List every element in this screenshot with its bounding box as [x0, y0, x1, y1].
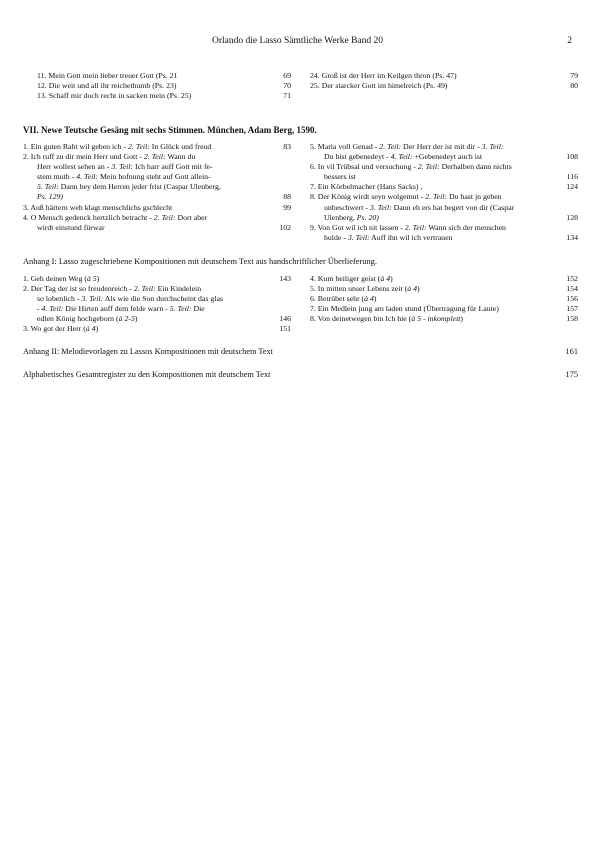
toc-line: Du bist gebenedeyt - 4. Teil: +Gebenedeyt auch ist: [324, 152, 483, 162]
toc-line: Ulenberg, Ps. 20): [324, 212, 379, 222]
toc-entry: [310, 294, 578, 304]
toc-entry-text: [310, 192, 554, 222]
toc-line: 6. In vil Trübsal und versuchung - 2. Teil: Derhalben dann nichts: [310, 162, 512, 172]
toc-entry: [310, 142, 578, 162]
annex-i-left-column: [23, 274, 291, 335]
toc-line: 5. Teil: Dann bey dem Herren jeder frist (Caspar Ulenberg,: [37, 182, 221, 192]
toc-entry: [23, 142, 291, 152]
toc-page-number: 146: [279, 314, 291, 324]
toc-line: 1. Ein guten Raht wil geben ich - 2. Teil: In Glück und freud: [23, 142, 212, 151]
toc-entry: [310, 223, 578, 243]
toc-line: 5. In mitten unser Lebens zeit (à 4): [310, 284, 420, 294]
toc-entry-text: [310, 304, 554, 314]
toc-line: 5. Maria voll Genad - 2. Teil: Der Herr der ist mit dir - 3. Teil:: [310, 142, 504, 151]
toc-entry: [310, 274, 578, 284]
toc-entry: 25. Der starcker Gott im himelreich (Ps. 49) 80: [310, 81, 578, 91]
toc-entry: [310, 192, 578, 222]
annex-i-right-column: [310, 274, 578, 335]
toc-line: Ps. 129): [37, 192, 63, 202]
toc-entry: [23, 213, 291, 233]
header-page-number: 2: [567, 36, 572, 46]
annex-i-block: [23, 274, 578, 335]
toc-line: 7. Ein Medlein jung am laden stund (Übertragung für Laute): [310, 304, 499, 314]
toc-line: edlen König hochgeborn (à 2-5): [37, 314, 138, 324]
register-page: 175: [565, 370, 578, 379]
section-vii-right-column: [310, 142, 578, 243]
toc-line: 9. Von Got wil ich nit lassen - 2. Teil: Wann sich der menschen: [310, 222, 506, 232]
toc-line: 3. Wo got der Herr (à 4): [23, 324, 99, 334]
toc-page-number: 151: [279, 324, 291, 334]
section-vii-block: [23, 142, 578, 243]
toc-page-number: 128: [566, 212, 578, 222]
toc-entry: [23, 324, 291, 334]
toc-entry: [310, 314, 578, 324]
top-right-column: [310, 71, 578, 101]
toc-page-number: 88: [283, 192, 291, 202]
toc-entry-text: [310, 294, 554, 304]
toc-entry-text: [23, 152, 267, 202]
toc-entry-text: [310, 223, 554, 243]
toc-entry-text: [23, 274, 267, 284]
toc-line: - 4. Teil: Die Hirten auff dem felde warn - 5. Teil: Die: [37, 304, 205, 314]
toc-line: 6. Betrübet sehr (à 4): [310, 294, 377, 304]
toc-entry-text: [310, 314, 554, 324]
toc-page-number: 83: [283, 142, 291, 151]
toc-entry-text: [23, 284, 267, 324]
toc-entry: [23, 284, 291, 324]
toc-page-number: 116: [566, 172, 578, 182]
toc-page-number: 99: [283, 202, 291, 212]
annex-ii-page: 161: [565, 347, 578, 356]
toc-entry-text: [23, 324, 267, 334]
toc-entry-text: [23, 213, 267, 233]
toc-page-number: 134: [566, 232, 578, 242]
toc-line: bessers ist: [324, 172, 356, 182]
toc-entry-text: [23, 142, 267, 152]
toc-line: wirdt einstund fürwar: [37, 222, 105, 232]
section-vii-left-column: [23, 142, 291, 243]
toc-entry: 13. Schaff mir doch recht in sacken mein (Ps. 25) 71: [37, 91, 291, 101]
register-entry: [23, 370, 578, 379]
toc-entry: 12. Die weit und all ihr reichethumb (Ps. 23) 70: [37, 81, 291, 91]
toc-entry: 11. Mein Gott mein lieber treuer Gott (Ps. 21 69: [37, 71, 291, 80]
toc-page-number: 156: [566, 294, 578, 304]
toc-line: unbeschwert - 3. Teil: Dann eh ers hat begert von dir (Caspar: [324, 202, 515, 212]
toc-entry: [23, 203, 291, 213]
toc-line: 8. Von deinetwegen bin Ich hie (à 5 - inkomplett): [310, 314, 464, 324]
toc-entry: [23, 274, 291, 284]
toc-page-number: 143: [279, 274, 291, 283]
top-left-column: [23, 71, 291, 101]
toc-entry-text: [310, 274, 554, 284]
toc-line: 3. Auß härtern weh klagt menschlichs gschlecht: [23, 202, 173, 212]
toc-entry-text: [310, 142, 554, 162]
top-toc-block: [23, 71, 578, 101]
toc-line: 2. Der Tag der ist so freudenreich - 2. Teil: Ein Kindelein: [23, 284, 202, 294]
toc-line: 4. O Mensch gedenck hertzlich betracht - 2. Teil: Dort aber: [23, 212, 208, 222]
toc-line: 4. Kum heiliger geist (à 4): [310, 274, 393, 283]
toc-page-number: 108: [566, 152, 578, 162]
toc-line: 7. Ein Körbelmacher (Hans Sacks) ,: [310, 182, 423, 192]
toc-entry: [310, 162, 578, 182]
toc-line: Herr wollest sehen an - 3. Teil: Ich harr auff Gott mit fe-: [37, 162, 213, 172]
toc-entry: [23, 152, 291, 202]
toc-page-number: 152: [566, 274, 578, 283]
toc-entry-text: [310, 182, 554, 192]
toc-page-number: 124: [566, 182, 578, 192]
header-title: Orlando die Lasso Sämtliche Werke Band 20: [211, 36, 384, 46]
toc-line: 1. Geh deinen Weg (à 5): [23, 274, 100, 283]
toc-page-number: 154: [566, 284, 578, 294]
toc-line: 8. Der König wirdt seyn wolgemut - 2. Teil: Du hast jn geben: [310, 192, 502, 202]
register-text: Alphabetisches Gesamtregister zu den Kompositionen mit deutschem Text: [23, 370, 271, 379]
toc-page-number: 157: [566, 304, 578, 314]
toc-line: so lobenlich - 3. Teil: Als wie die Son durchscheint das glas: [37, 294, 223, 304]
annex-ii-entry: [23, 347, 578, 356]
toc-entry-text: [310, 284, 554, 294]
toc-entry: [310, 284, 578, 294]
toc-line: stem muth - 4. Teil: Mein hofnung steht auf Gott allein-: [37, 172, 211, 182]
toc-entry: [310, 182, 578, 192]
annex-ii-text: Anhang II: Melodievorlagen zu Lassos Kompositionen mit deutschem Text: [23, 347, 273, 356]
toc-entry: [310, 304, 578, 314]
annex-i-heading: Anhang I: Lasso zugeschriebene Kompositionen mit deutschem Text aus handschriftlicher Überlieferung.: [23, 257, 377, 266]
toc-line: hulde - 3. Teil: Auff ihn wil ich vertrauen: [324, 232, 453, 242]
toc-entry: 24. Groß ist der Herr im Keilgen thron (Ps. 47) 79: [310, 71, 578, 80]
toc-entry-text: [23, 203, 267, 213]
toc-page-number: 102: [279, 222, 291, 232]
page-header: [0, 36, 595, 50]
toc-page-number: 158: [566, 314, 578, 324]
toc-line: 2. Ich ruff zu dir mein Herr und Gott - 2. Teil: Wann du: [23, 152, 196, 162]
toc-entry-text: [310, 162, 554, 182]
section-vii-heading: VII. Newe Teutsche Gesäng mit sechs Stimmen. München, Adam Berg, 1590.: [23, 125, 317, 135]
